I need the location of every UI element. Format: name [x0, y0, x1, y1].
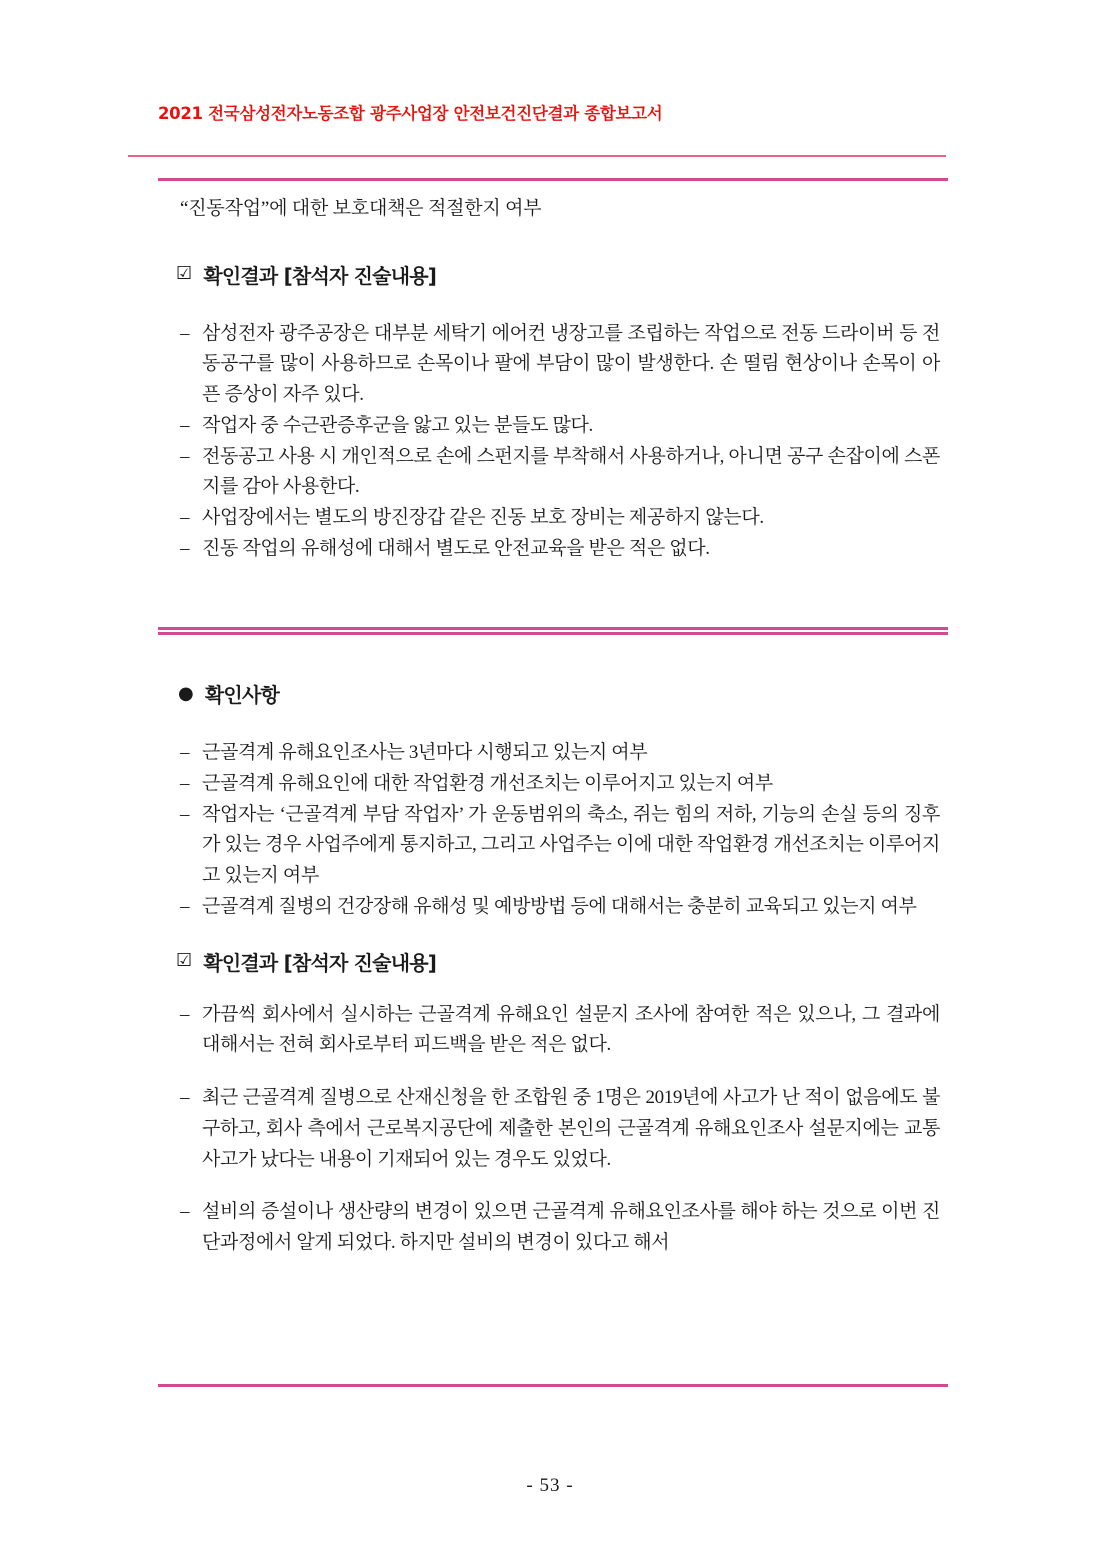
list-item: – 작업자는 ‘근골격계 부담 작업자’ 가 운동범위의 축소, 쥐는 힘의 저하, 기능의 손실 등의 징후가 있는 경우 사업주에게 통지하고, 그리고 사업주는 이에 대한 작업환경 개선조치는 이루어지고 있는지 여부	[178, 800, 940, 892]
document-header	[158, 100, 950, 124]
section2-check-list	[158, 738, 948, 923]
section1-result-heading	[158, 260, 948, 289]
list-item: – 근골격계 유해요인조사는 3년마다 시행되고 있는지 여부	[178, 738, 940, 769]
section-vibration-work	[158, 178, 948, 630]
checkbox-icon: ☑	[176, 950, 192, 972]
list-item: – 삼성전자 광주공장은 대부분 세탁기 에어컨 냉장고를 조립하는 작업으로 전동 드라이버 등 전동공구를 많이 사용하므로 손목이나 팔에 부담이 많이 발생한다. 손 떨림 현상이나 손목이 아픈 증상이 자주 있다.	[178, 319, 940, 411]
section2-result-list	[158, 1000, 948, 1259]
list-item: – 전동공고 사용 시 개인적으로 손에 스펀지를 부착해서 사용하거나, 아니면 공구 손잡이에 스폰지를 감아 사용한다.	[178, 442, 940, 504]
list-item: – 가끔씩 회사에서 실시하는 근골격계 유해요인 설문지 조사에 참여한 적은 있으나, 그 결과에 대해서는 전혀 회사로부터 피드백을 받은 적은 없다.	[178, 1000, 940, 1062]
section2-result-heading	[158, 947, 948, 976]
header-divider	[128, 155, 946, 157]
section1-result-heading-label: 확인결과 [참석자 진술내용]	[203, 263, 437, 288]
section2-check-heading	[158, 679, 948, 708]
list-item: – 근골격계 질병의 건강장해 유해성 및 예방방법 등에 대해서는 충분히 교육되고 있는지 여부	[178, 892, 940, 923]
header-title: 2021 전국삼성전자노동조합 광주사업장 안전보건진단결과 종합보고서	[158, 104, 663, 123]
list-item: – 사업장에서는 별도의 방진장갑 같은 진동 보호 장비는 제공하지 않는다.	[178, 503, 940, 534]
checkbox-icon: ☑	[176, 263, 192, 284]
list-item: – 최근 근골격계 질병으로 산재신청을 한 조합원 중 1명은 2019년에 사고가 난 적이 없음에도 불구하고, 회사 측에서 근로복지공단에 제출한 본인의 근골격계 유해요인조사 설문지에는 교통사고가 났다는 내용이 기재되어 있는 경우도 있었다.	[178, 1083, 940, 1175]
list-item: – 진동 작업의 유해성에 대해서 별도로 안전교육을 받은 적은 없다.	[178, 534, 940, 565]
section2-check-heading-label: 확인사항	[204, 683, 279, 707]
list-item: – 작업자 중 수근관증후군을 앓고 있는 분들도 많다.	[178, 411, 940, 442]
section1-lead-text: “진동작업”에 대한 보호대책은 적절한지 여부	[180, 198, 542, 219]
list-item: – 근골격계 유해요인에 대한 작업환경 개선조치는 이루어지고 있는지 여부	[178, 769, 940, 800]
section1-result-list	[158, 319, 948, 565]
section2-result-heading-label: 확인결과 [참석자 진술내용]	[203, 950, 437, 975]
bullet-dot-icon: ●	[178, 682, 193, 704]
section-musculoskeletal	[158, 632, 948, 1387]
list-item: – 설비의 증설이나 생산량의 변경이 있으면 근골격계 유해요인조사를 해야 하는 것으로 이번 진단과정에서 알게 되었다. 하지만 설비의 변경이 있다고 해서	[178, 1197, 940, 1259]
page-number: - 53 -	[526, 1475, 574, 1496]
